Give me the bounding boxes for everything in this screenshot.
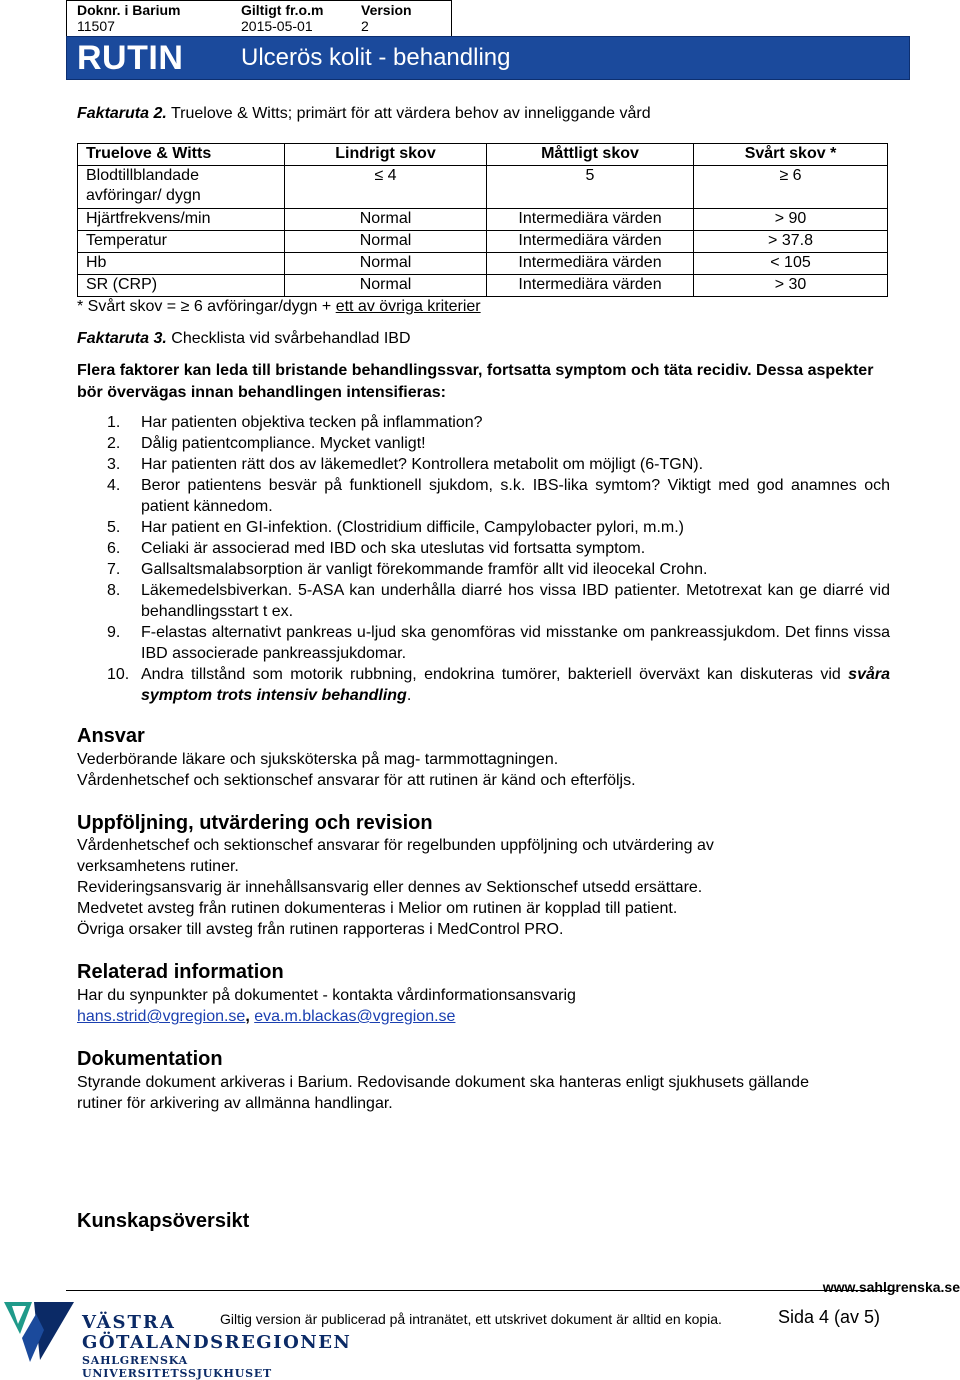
vgr-logo: VÄSTRA GÖTALANDSREGIONEN SAHLGRENSKA UNIVERSITETSSJUKHUSET [4,1300,324,1370]
email-link-eva-blackas[interactable]: eva.m.blackas@vgregion.se [254,1008,456,1025]
table-cell: Intermediära värden [487,231,694,253]
table-cell: Normal [285,275,487,297]
list-item: 4. Beror patientens besvär på funktionell sjukdom, s.k. IBS-lika symtom? Viktigt med god anamnes och patient kännedom. [107,477,890,515]
table-cell: Intermediära värden [487,209,694,231]
checklist [77,412,890,706]
footer-divider [66,1290,896,1291]
table-cell: Normal [285,231,487,253]
table-cell: > 30 [694,275,888,297]
doc-title: Ulcerös kolit - behandling [241,44,511,71]
table-cell: 5 [487,166,694,209]
table-cell: > 90 [694,209,888,231]
title-bar [66,36,910,80]
footer-disclaimer: Giltig version är publicerad på intranätet, ett utskrivet dokument är alltid en kopia. [220,1311,722,1327]
truelove-witts-table [77,143,888,297]
table-row [78,275,888,297]
list-item: 2. Dålig patientcompliance. Mycket vanligt! [107,435,426,452]
meta-docnr: Doknr. i Barium 11507 [77,2,181,34]
table-cell: Hjärtfrekvens/min [78,209,285,231]
section-heading-uppfoljning: Uppföljning, utvärdering och revision [77,812,433,834]
faktaruta-2-caption: Faktaruta 2. Truelove & Witts; primärt för att värdera behov av inneliggande vård [77,105,651,122]
relaterad-text: Har du synpunkter på dokumentet - kontakta vårdinformationsansvarig hans.strid@vgregion.se, eva.m.blackas@vgregion.se [77,987,576,1025]
document-meta [66,0,452,37]
table-cell: Normal [285,209,487,231]
table-row [78,231,888,253]
email-link-hans-strid[interactable]: hans.strid@vgregion.se [77,1008,246,1025]
section-heading-dokumentation: Dokumentation [77,1048,223,1070]
table-cell: Normal [285,253,487,275]
table-cell: Blodtillblandade avföringar/ dygn [78,166,285,209]
checklist-intro: Flera faktorer kan leda till bristande behandlingssvar, fortsatta symptom och täta recidiv. Dessa aspekter bör övervägas innan behandlingen intensifieras: [77,362,874,401]
doc-type: RUTIN [77,39,184,77]
table-cell: ≥ 6 [694,166,888,209]
footer-website: www.sahlgrenska.se [822,1279,960,1295]
list-item: 1. Har patienten objektiva tecken på inflammation? [107,414,483,431]
table-row [78,209,888,231]
faktaruta-3-caption: Faktaruta 3. Checklista vid svårbehandlad IBD [77,330,411,347]
section-heading-relaterad: Relaterad information [77,961,284,983]
section-heading-kunskap: Kunskapsöversikt [77,1210,250,1232]
page-number: Sida 4 (av 5) [778,1307,881,1327]
table-header: Truelove & Witts [78,144,285,166]
uppfoljning-text: Vårdenhetschef och sektionschef ansvarar för regelbunden uppföljning och utvärdering av verksamhetens rutiner. Revideringsansvarig är innehållsansvarig eller dennes av Sektionschef utsedd ersättare. Medvetet avsteg från rutinen dokumenteras i Melior om rutinen är kopplad till patient. Övriga orsaker till avsteg från rutinen rapporteras i MedControl PRO. [77,837,714,938]
list-item: 6. Celiaki är associerad med IBD och ska uteslutas vid fortsatta symptom. [107,540,646,557]
table-header-row [78,144,888,166]
ansvar-text: Vederbörande läkare och sjuksköterska på mag- tarmmottagningen. Vårdenhetschef och sektionschef ansvarar för att rutinen är känd och efterföljs. [77,751,636,789]
list-item: 8. Läkemedelsbiverkan. 5-ASA kan underhålla diarré hos vissa IBD patienter. Metotrexat kan ge diarré vid behandlingsstart t ex. [107,582,890,620]
table-cell: > 37.8 [694,231,888,253]
table-cell: Intermediära värden [487,275,694,297]
list-item: 5. Har patient en GI-infektion. (Clostridium difficile, Campylobacter pylori, m.m.) [107,519,684,536]
dokumentation-text: Styrande dokument arkiveras i Barium. Redovisande dokument ska hanteras enligt sjukhusets gällande rutiner för arkivering av allmänna handlingar. [77,1074,809,1112]
table-cell: Temperatur [78,231,285,253]
table-cell: SR (CRP) [78,275,285,297]
meta-valid-from: Giltigt fr.o.m 2015-05-01 [241,2,324,34]
list-item: 7. Gallsaltsmalabsorption är vanligt förekommande framför allt vid ileocekal Crohn. [107,561,708,578]
list-item: 3. Har patienten rätt dos av läkemedlet? Kontrollera metabolit om möjligt (6-TGN). [107,456,704,473]
table-cell: Hb [78,253,285,275]
list-item: 10. Andra tillstånd som motorik rubbning, endokrina tumörer, bakteriell överväxt kan diskuteras vid svåra symptom trots intensiv behandling. [107,666,890,704]
table-cell: Intermediära värden [487,253,694,275]
table-header: Lindrigt skov [285,144,487,166]
vgr-logo-mark-icon [4,1300,74,1366]
meta-version: Version 2 [361,2,412,34]
table-row [78,166,888,209]
table-footnote: * Svårt skov = ≥ 6 avföringar/dygn + ett av övriga kriterier [77,298,481,315]
table-row [78,253,888,275]
table-cell: < 105 [694,253,888,275]
table-cell: ≤ 4 [285,166,487,209]
table-header: Svårt skov * [694,144,888,166]
list-item: 9. F-elastas alternativt pankreas u-ljud ska genomföras vid misstanke om pankreassjukdom. Det finns vissa IBD associerade pankreassjukdomar. [107,624,890,662]
table-header: Måttligt skov [487,144,694,166]
section-heading-ansvar: Ansvar [77,725,145,747]
